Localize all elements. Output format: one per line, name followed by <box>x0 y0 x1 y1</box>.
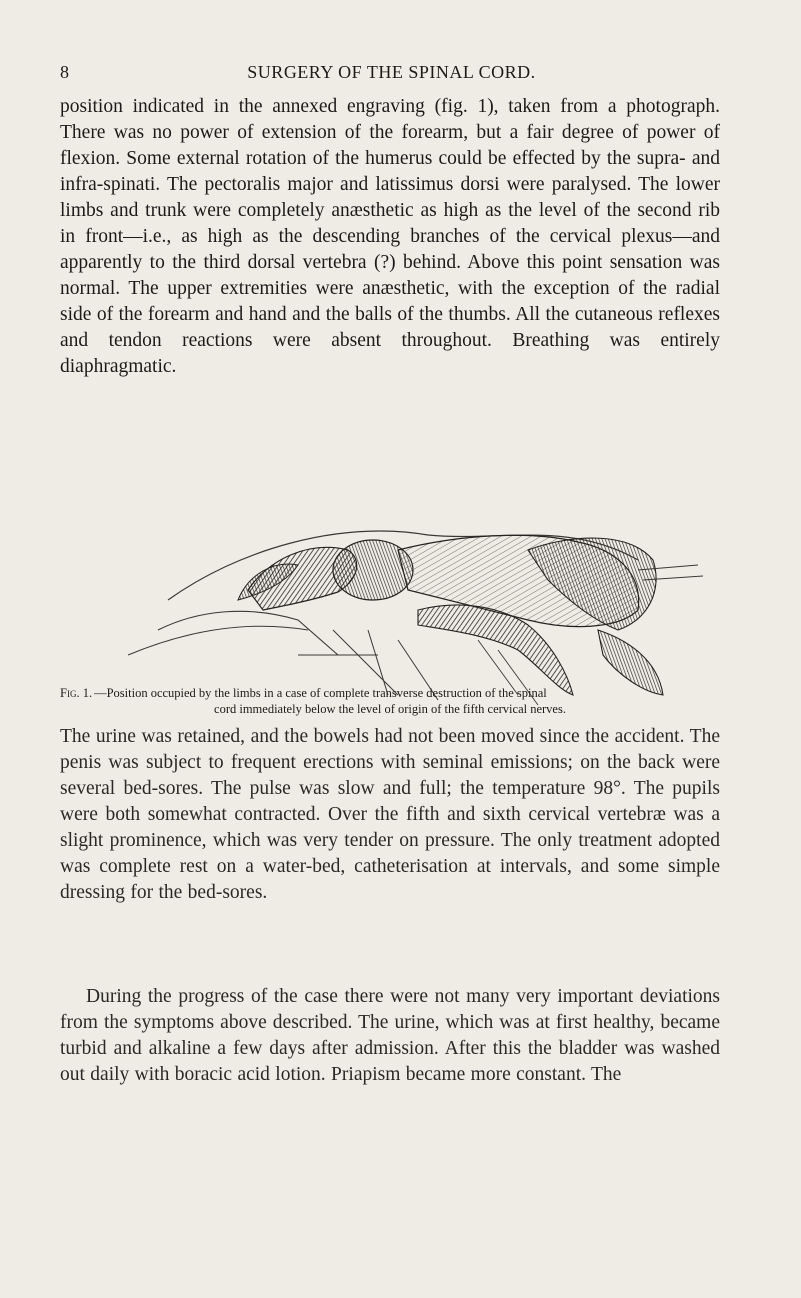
figure-label: Fig. 1. <box>60 686 93 700</box>
engraving-illustration <box>98 480 708 708</box>
page-number: 8 <box>60 62 70 82</box>
caption-line-2: cord immediately below the level of origin of the fifth cervical nerves. <box>214 702 566 716</box>
paragraph-2: The urine was retained, and the bowels had not been moved since the accident. The penis was subject to frequent erections with seminal emissions; on the back were several bed-sores. The pulse was slow and full; the temperature 98°. The pupils were both somewhat contracted. Over the fifth and sixth cervical vertebræ was a slight prominence, which was very tender on pressure. The only treatment adopted was complete rest on a water-bed, catheterisation at intervals, and some simple dressing for the bed-sores. <box>60 726 720 903</box>
figure-caption <box>60 685 720 717</box>
running-title: SURGERY OF THE SPINAL CORD. <box>247 62 536 82</box>
paragraph-1: position indicated in the annexed engraving (fig. 1), taken from a photograph. There was no power of extension of the forearm, but a fair degree of power of flexion. Some external rotation of the humerus could be effected by the supra- and infra-spinati. The pectoralis major and latissimus dorsi were paralysed. The lower limbs and trunk were completely anæsthetic as high as the level of the second rib in front—i.e., as high as the descending branches of the cervical plexus—and apparently to the third dorsal vertebra (?) behind. Above this point sensation was normal. The upper extremities were anæsthetic, with the exception of the radial side of the forearm and hand and the balls of the thumbs. All the cutaneous reflexes and tendon reactions were absent throughout. Breathing was entirely diaphragmatic. <box>60 96 720 377</box>
page-header <box>60 62 723 86</box>
engraving-figure <box>98 480 708 708</box>
caption-line-1: —Position occupied by the limbs in a case of complete transverse destruction of the spinal <box>94 686 547 700</box>
paragraph-3: During the progress of the case there were not many very important deviations from the symptoms above described. The urine, which was at first healthy, became turbid and alkaline a few days after admission. After this the bladder was washed out daily with boracic acid lotion. Priapism became more constant. The <box>60 986 720 1085</box>
